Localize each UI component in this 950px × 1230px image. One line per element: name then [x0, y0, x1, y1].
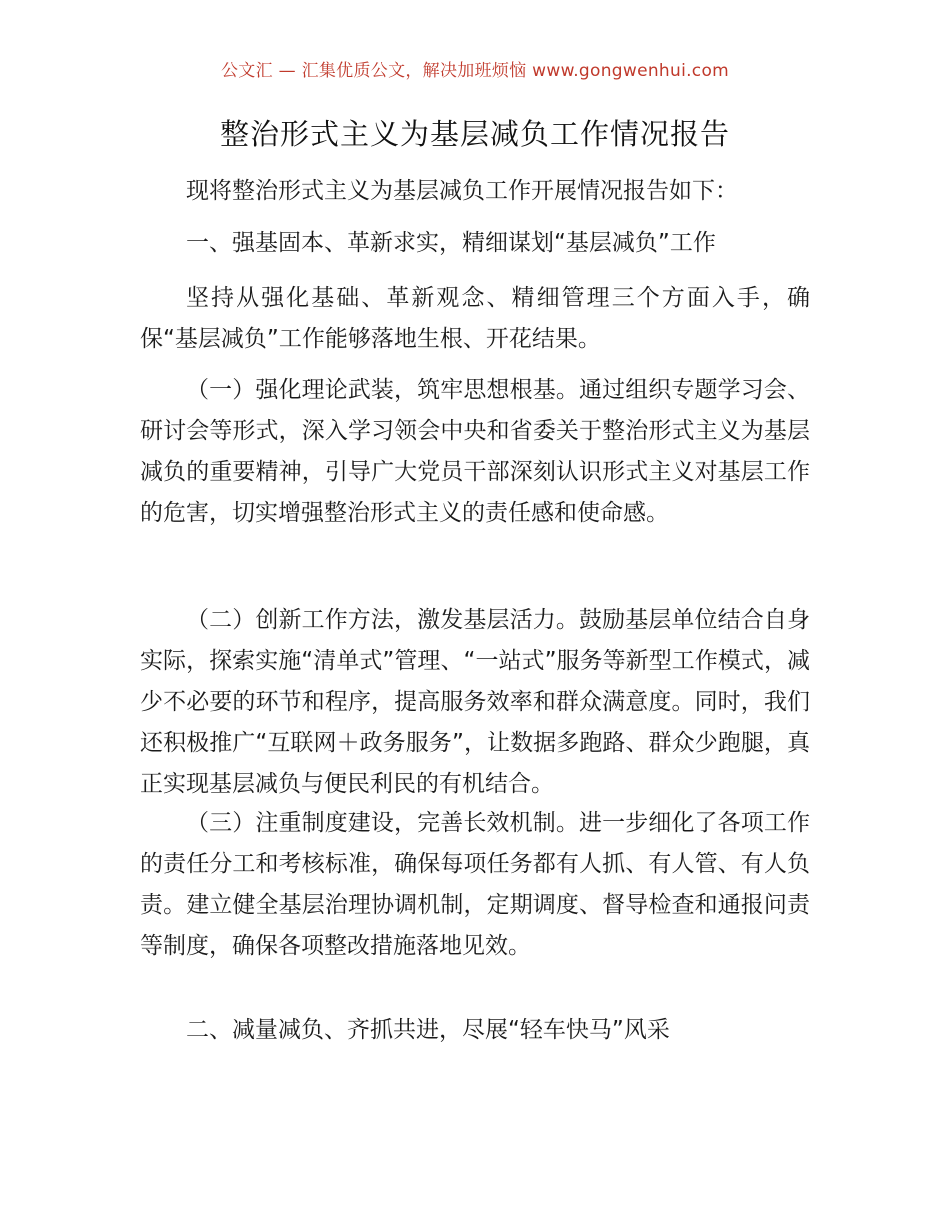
- section-heading-1-text: 一、强基固本、革新求实，精细谋划“基层减负”工作: [186, 230, 716, 256]
- document-title: 整治形式主义为基层减负工作情况报告: [219, 117, 730, 151]
- paragraph-1: [140, 278, 810, 360]
- section-heading-1: [140, 223, 810, 264]
- paragraph-4-text: （三）注重制度建设，完善长效机制。进一步细化了各项工作的责任分工和考核标准，确保每项任务都有人抓、有人管、有人负责。建立健全基层治理协调机制，定期调度、督导检查和通报问责等制度，确保各项整改措施落地见效。: [140, 810, 810, 959]
- section-heading-2: [140, 1010, 810, 1051]
- intro-paragraph: [140, 171, 810, 212]
- paragraph-2: [140, 370, 810, 534]
- paragraph-1-text: 坚持从强化基础、革新观念、精细管理三个方面入手，确保“基层减负”工作能够落地生根、开花结果。: [140, 285, 810, 352]
- paragraph-3-text: （二）创新工作方法，激发基层活力。鼓励基层单位结合自身实际，探索实施“清单式”管理、“一站式”服务等新型工作模式，减少不必要的环节和程序，提高服务效率和群众满意度。同时，我们还积极推广“互联网＋政务服务”，让数据多跑路、群众少跑腿，真正实现基层减负与便民利民的有机结合。: [140, 607, 810, 797]
- intro-text: 现将整治形式主义为基层减负工作开展情况报告如下：: [186, 178, 738, 204]
- paragraph-3: [140, 600, 810, 805]
- section-heading-2-text: 二、减量减负、齐抓共进，尽展“轻车快马”风采: [186, 1017, 670, 1043]
- site-banner: 公文汇 — 汇集优质公文，解决加班烦恼 www.gongwenhui.com: [220, 61, 730, 81]
- paragraph-2-text: （一）强化理论武装，筑牢思想根基。通过组织专题学习会、研讨会等形式，深入学习领会中央和省委关于整治形式主义为基层减负的重要精神，引导广大党员干部深刻认识形式主义对基层工作的危害，切实增强整治形式主义的责任感和使命感。: [140, 377, 810, 526]
- paragraph-4: [140, 803, 810, 967]
